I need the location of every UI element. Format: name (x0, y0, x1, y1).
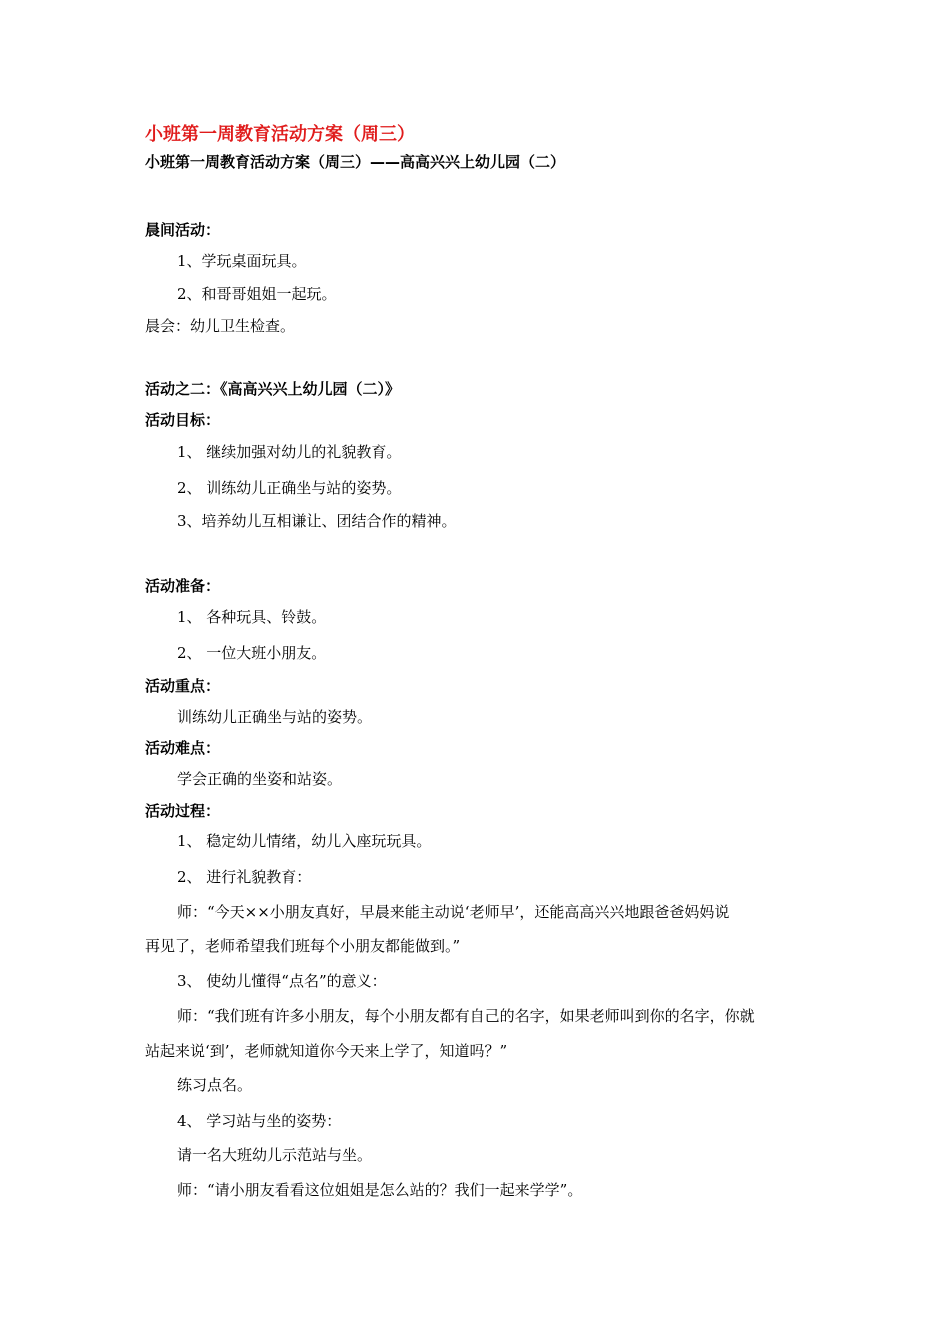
process-line: 师：“我们班有许多小朋友，每个小朋友都有自己的名字，如果老师叫到你的名字，你就 (177, 1007, 755, 1025)
goals-heading: 活动目标： (145, 411, 221, 429)
document-subtitle: 小班第一周教育活动方案（周三）——高高兴兴上幼儿园（二） (145, 153, 566, 171)
goal-item: 1、 继续加强对幼儿的礼貌教育。 (177, 443, 402, 461)
process-heading: 活动过程： (145, 802, 221, 820)
process-line: 再见了，老师希望我们班每个小朋友都能做到。” (145, 937, 461, 955)
morning-item: 1、学玩桌面玩具。 (177, 252, 307, 270)
morning-heading: 晨间活动： (145, 221, 221, 239)
process-line: 1、 稳定幼儿情绪，幼儿入座玩玩具。 (177, 832, 432, 850)
difficulty-text: 学会正确的坐姿和站姿。 (177, 770, 343, 788)
prep-heading: 活动准备： (145, 577, 221, 595)
goal-item: 2、 训练幼儿正确坐与站的姿势。 (177, 479, 402, 497)
process-line: 2、 进行礼貌教育： (177, 868, 312, 886)
goal-item: 3、培养幼儿互相谦让、团结合作的精神。 (177, 512, 457, 530)
document-title: 小班第一周教育活动方案（周三） (145, 124, 415, 145)
process-line: 3、 使幼儿懂得“点名”的意义： (177, 972, 387, 990)
process-line: 请一名大班幼儿示范站与坐。 (177, 1146, 373, 1164)
morning-item: 2、和哥哥姐姐一起玩。 (177, 285, 337, 303)
prep-item: 2、 一位大班小朋友。 (177, 644, 327, 662)
process-line: 练习点名。 (177, 1076, 253, 1094)
key-heading: 活动重点： (145, 677, 221, 695)
activity-name: 活动之二：《高高兴兴上幼儿园（二）》 (145, 380, 401, 398)
prep-item: 1、 各种玩具、铃鼓。 (177, 608, 327, 626)
process-line: 站起来说‘到’，老师就知道你今天来上学了，知道吗？” (145, 1042, 508, 1060)
process-line: 4、 学习站与坐的姿势： (177, 1112, 342, 1130)
process-line: 师：“今天××小朋友真好，早晨来能主动说‘老师早’，还能高高兴兴地跟爸爸妈妈说 (177, 903, 730, 921)
process-line: 师：“请小朋友看看这位姐姐是怎么站的？我们一起来学学”。 (177, 1181, 583, 1199)
key-text: 训练幼儿正确坐与站的姿势。 (177, 708, 373, 726)
difficulty-heading: 活动难点： (145, 739, 221, 757)
morning-meeting: 晨会：幼儿卫生检查。 (145, 317, 296, 335)
